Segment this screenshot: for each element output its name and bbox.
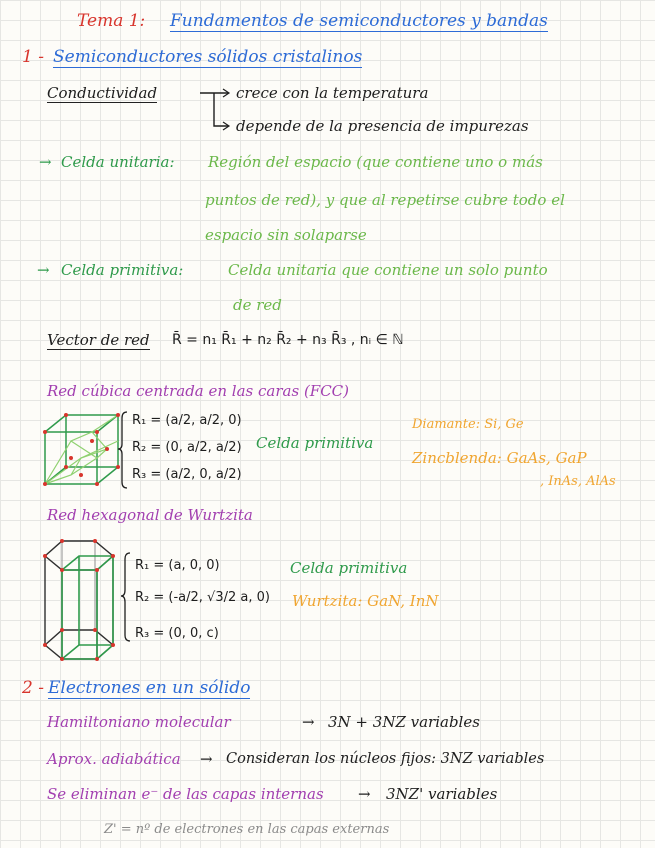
unit-cell-line-1: Región del espacio (que contiene uno o más <box>208 153 543 171</box>
diamond-materials: Diamante: Si, Ge <box>412 417 524 432</box>
hex-cell-label: Celda primitiva <box>290 559 408 577</box>
lattice-vector-label: Vector de red <box>47 331 150 349</box>
core-electrons-label: Se eliminan e⁻ de las capas internas <box>47 785 324 803</box>
title-prefix: Tema 1: <box>77 11 146 31</box>
footnote: Z' = nº de electrones en las capas externas <box>104 822 390 837</box>
primitive-cell-line-2: de red <box>233 296 282 314</box>
unit-cell-arrow: → <box>39 153 52 171</box>
hex-vector-r1: R₁ = (a, 0, 0) <box>135 558 220 573</box>
adiabatic-arrow: → <box>200 750 213 768</box>
hex-vector-r3: R₃ = (0, 0, c) <box>135 626 219 641</box>
wurtzite-materials: Wurtzita: GaN, InN <box>292 592 439 610</box>
adiabatic-value: Consideran los núcleos fijos: 3NZ variables <box>226 751 545 767</box>
unit-cell-label: Celda unitaria: <box>61 153 175 171</box>
unit-cell-line-3: espacio sin solaparse <box>205 226 367 244</box>
section2-number: 2 - <box>22 678 44 698</box>
lattice-vector-formula: R̄ = n₁ R̄₁ + n₂ R̄₂ + n₃ R̄₃ , nᵢ ∈ ℕ <box>172 332 404 348</box>
unit-cell-line-2: puntos de red), y que al repetirse cubre todo el <box>205 191 565 209</box>
fcc-cell-label: Celda primitiva <box>256 434 374 452</box>
adiabatic-label: Aprox. adiabática <box>47 750 181 768</box>
page-title: Fundamentos de semiconductores y bandas <box>170 11 548 31</box>
section1-number: 1 - <box>22 47 44 67</box>
primitive-cell-arrow: → <box>37 261 50 279</box>
conductivity-branch-1: crece con la temperatura <box>236 84 429 102</box>
fcc-vector-r1: R₁ = (a/2, a/2, 0) <box>132 413 242 428</box>
zincblende-materials: Zincblenda: GaAs, GaP <box>412 449 587 467</box>
fcc-vector-r2: R₂ = (0, a/2, a/2) <box>132 440 242 455</box>
hamiltonian-value: 3N + 3NZ variables <box>328 713 480 731</box>
conductivity-label: Conductividad <box>47 84 158 102</box>
hex-heading: Red hexagonal de Wurtzita <box>47 506 253 524</box>
zincblende-materials-cont: , InAs, AlAs <box>540 474 616 489</box>
hamiltonian-arrow: → <box>302 713 315 731</box>
hamiltonian-label: Hamiltoniano molecular <box>47 713 231 731</box>
fcc-heading: Red cúbica centrada en las caras (FCC) <box>47 382 350 400</box>
hex-vector-r2: R₂ = (-a/2, √3/2 a, 0) <box>135 590 270 605</box>
conductivity-branch-2: depende de la presencia de impurezas <box>236 117 529 135</box>
section1-heading: Semiconductores sólidos cristalinos <box>53 47 363 67</box>
core-electrons-arrow: → <box>358 785 371 803</box>
core-electrons-value: 3NZ' variables <box>386 785 498 803</box>
primitive-cell-label: Celda primitiva: <box>61 261 184 279</box>
section2-heading: Electrones en un sólido <box>48 678 251 698</box>
fcc-vector-r3: R₃ = (a/2, 0, a/2) <box>132 467 242 482</box>
primitive-cell-line-1: Celda unitaria que contiene un solo punto <box>228 261 548 279</box>
